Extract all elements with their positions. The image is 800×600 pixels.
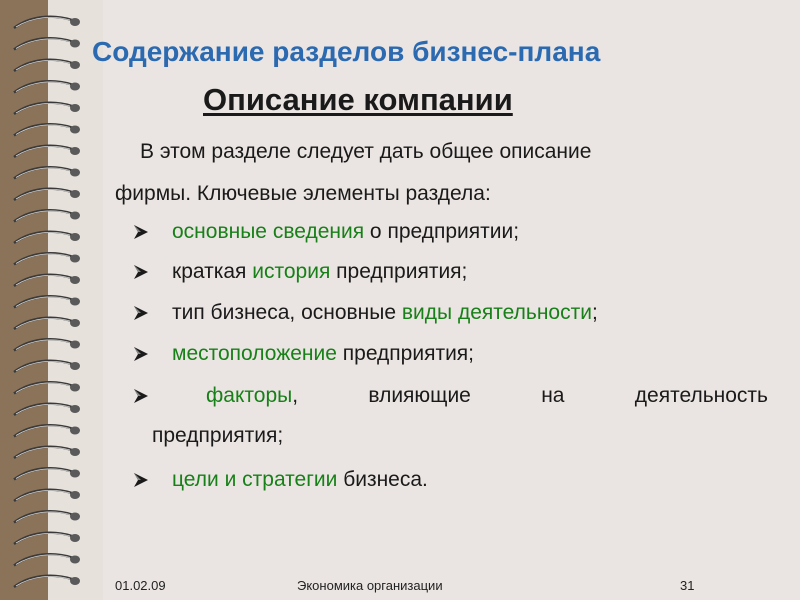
binding-ring <box>14 404 80 415</box>
binding-ring <box>14 318 80 329</box>
item-text-pre: тип бизнеса, основные <box>172 301 402 324</box>
item-text: о предприятии; <box>364 220 520 243</box>
arrow-bullet-icon <box>132 387 150 405</box>
binding-ring <box>14 490 80 501</box>
item-text: предприятия; <box>330 260 468 283</box>
binding-ring <box>14 60 80 71</box>
arrow-bullet-icon <box>132 471 150 489</box>
binding-ring <box>14 189 80 200</box>
binding-ring <box>14 167 80 178</box>
page-number: 31 <box>680 578 695 593</box>
item-highlight: виды деятельности <box>401 301 592 324</box>
arrow-bullet-icon <box>132 263 150 281</box>
binding-ring <box>14 124 80 135</box>
item-highlight: факторы <box>206 384 293 407</box>
binding-ring <box>14 447 80 458</box>
arrow-bullet-icon <box>132 223 150 241</box>
arrow-bullet-icon <box>132 345 150 363</box>
binding-ring <box>14 17 80 28</box>
item-text-pre: краткая <box>172 260 253 283</box>
binding-ring <box>14 103 80 114</box>
binding-ring <box>14 576 80 587</box>
binding-ring <box>14 38 80 49</box>
binding-ring <box>14 81 80 92</box>
binding-ring <box>14 253 80 264</box>
binding-ring <box>14 339 80 350</box>
item-text: влияющие <box>368 384 471 407</box>
binding-ring <box>14 146 80 157</box>
item-highlight: основные сведения <box>172 220 365 243</box>
binding-rings <box>0 0 103 600</box>
item-text: деятельность <box>634 384 768 407</box>
footer-title: Экономика организации <box>297 578 443 593</box>
binding-ring <box>14 554 80 565</box>
spiral-binding <box>0 0 103 600</box>
binding-ring <box>14 210 80 221</box>
slide-title: Содержание разделов бизнес-плана <box>92 36 601 67</box>
binding-ring <box>14 232 80 243</box>
binding-ring <box>14 511 80 522</box>
item-text: , <box>292 384 299 407</box>
intro-line-1: В этом разделе следует дать общее описание <box>140 140 592 163</box>
item-text: предприятия; <box>336 342 475 365</box>
intro-paragraph <box>115 131 770 215</box>
binding-ring <box>14 361 80 372</box>
item-text: ; <box>591 301 598 324</box>
item-text: бизнеса. <box>337 468 428 491</box>
binding-ring <box>14 468 80 479</box>
slide-subtitle: Описание компании <box>203 82 513 117</box>
intro-line-2: фирмы. Ключевые элементы раздела: <box>115 182 491 205</box>
binding-ring <box>14 425 80 436</box>
footer-date: 01.02.09 <box>115 578 166 593</box>
arrow-bullet-icon <box>132 304 150 322</box>
item-highlight: история <box>252 260 331 283</box>
item-text-continued: предприятия; <box>152 424 284 447</box>
binding-ring <box>14 382 80 393</box>
binding-ring <box>14 533 80 544</box>
binding-ring <box>14 275 80 286</box>
item-text: на <box>541 384 565 407</box>
binding-ring <box>14 296 80 307</box>
item-highlight: местоположение <box>172 342 337 365</box>
item-highlight: цели и стратегии <box>172 468 338 491</box>
